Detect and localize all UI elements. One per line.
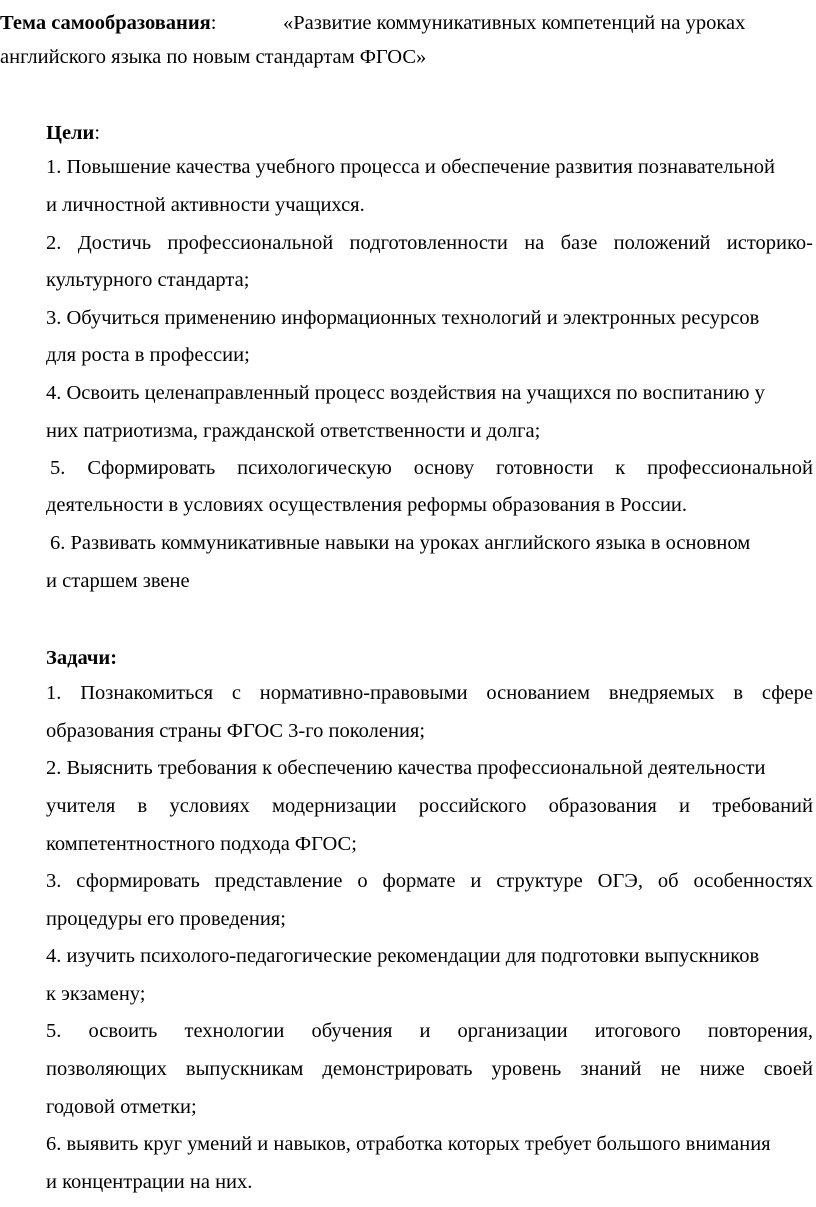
task-item-2-line-3: компетентностного подхода ФГОС; — [46, 833, 357, 855]
goals-heading-colon: : — [94, 122, 101, 144]
goal-item-4-line-1: 4. Освоить целенаправленный процесс воздействия на учащихся по воспитанию у — [46, 382, 765, 404]
goal-item-3-line-2: для роста в профессии; — [46, 344, 250, 366]
topic-label: Тема самообразования — [0, 12, 211, 34]
topic-title-line-1: «Развитие коммуникативных компетенций на уроках — [283, 12, 746, 34]
task-item-6-line-1: 6. выявить круг умений и навыков, отработка которых требует большого внимания — [46, 1133, 771, 1155]
task-item-1-line-2: образования страны ФГОС 3-го поколения; — [46, 720, 426, 742]
goal-item-1-line-2: и личностной активности учащихся. — [46, 194, 365, 216]
goal-item-6-line-1: 6. Развивать коммуникативные навыки на уроках английского языка в основном — [50, 532, 751, 554]
tasks-heading: Задачи: — [46, 647, 118, 669]
goal-item-3-line-1: 3. Обучиться применению информационных технологий и электронных ресурсов — [46, 307, 760, 329]
task-item-4-line-2: к экзамену; — [46, 983, 146, 1005]
task-item-5-line-2: позволяющих выпускникам демонстрировать уровень знаний не ниже своей — [46, 1058, 813, 1080]
goals-heading — [46, 120, 100, 146]
task-item-4-line-1: 4. изучить психолого-педагогические рекомендации для подготовки выпускников — [46, 945, 760, 967]
task-item-2-line-2: учителя в условиях модернизации российского образования и требований — [46, 795, 813, 817]
goal-item-5-line-1: 5. Сформировать психологическую основу готовности к профессиональной — [50, 457, 813, 479]
topic-title-line-2: английского языка по новым стандартам ФГОС» — [0, 46, 427, 68]
goal-item-5-line-2: деятельности в условиях осуществления реформы образования в России. — [46, 494, 688, 516]
topic-line-1 — [0, 10, 813, 36]
task-item-3-line-1: 3. сформировать представление о формате и структуре ОГЭ, об особенностях — [46, 870, 813, 892]
topic-label-colon: : — [210, 12, 217, 34]
task-item-3-line-2: процедуры его проведения; — [46, 908, 286, 930]
goal-item-1-line-1: 1. Повышение качества учебного процесса и обеспечение развития познавательной — [46, 156, 776, 178]
goal-item-4-line-2: них патриотизма, гражданской ответственности и долга; — [46, 420, 541, 442]
goal-item-2-line-1: 2. Достичь профессиональной подготовленности на базе положений историко- — [46, 232, 813, 254]
goal-item-2-line-2: культурного стандарта; — [46, 269, 250, 291]
goals-heading-text: Цели — [46, 122, 95, 144]
task-item-5-line-3: годовой отметки; — [46, 1096, 197, 1118]
task-item-6-line-2: и концентрации на них. — [46, 1171, 253, 1193]
goal-item-6-line-2: и старшем звене — [46, 570, 190, 592]
task-item-2-line-1: 2. Выяснить требования к обеспечению качества профессиональной деятельности — [46, 757, 766, 779]
task-item-1-line-1: 1. Познакомиться с нормативно-правовыми основанием внедряемых в сфере — [46, 682, 813, 704]
task-item-5-line-1: 5. освоить технологии обучения и организации итогового повторения, — [46, 1020, 813, 1042]
